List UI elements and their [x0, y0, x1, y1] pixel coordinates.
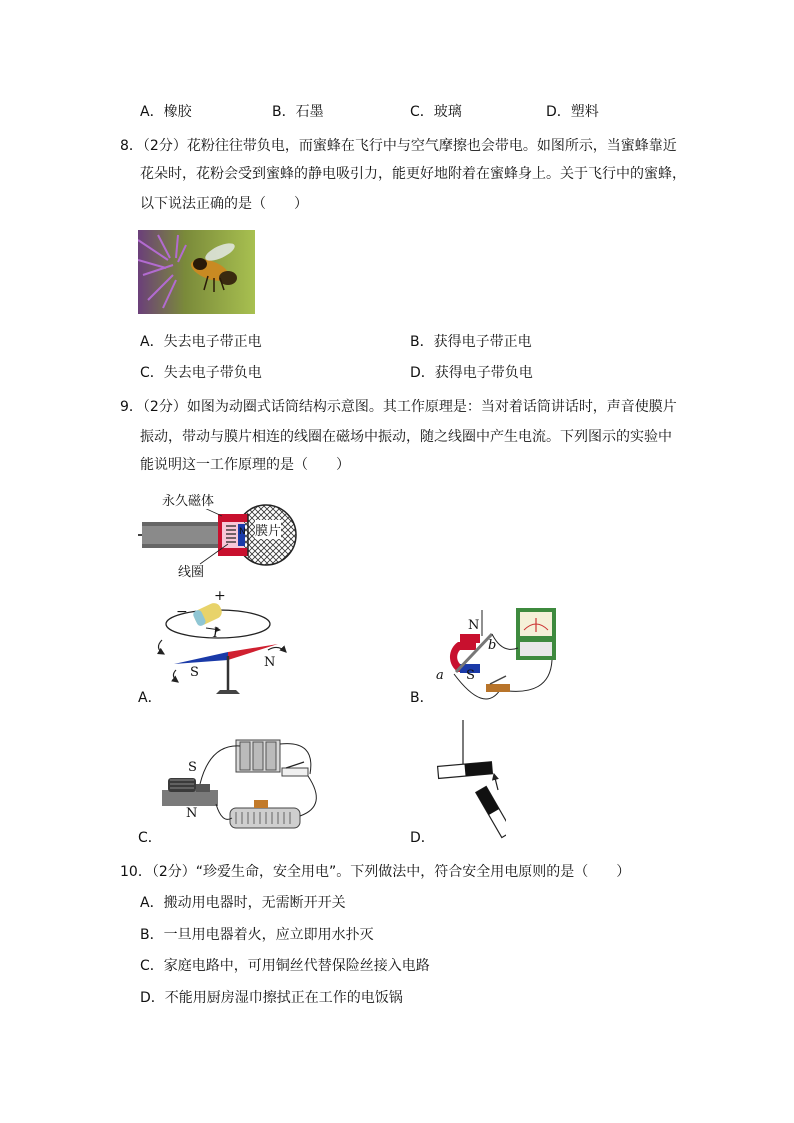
q8-stem-line3: 以下说法正确的是（ ）: [140, 196, 308, 212]
q10-option-d: D．不能用厨房湿巾擦拭正在工作的电饭锅: [140, 990, 403, 1006]
q8-option-d: D．获得电子带负电: [410, 365, 533, 381]
q9-option-d-letter: D．: [410, 830, 435, 846]
q10-option-b: B．一旦用电器着火，应立即用水扑灭: [140, 927, 374, 943]
q9-stem-line2: 振动，带动与膜片相连的线圈在磁场中振动，随之线圈中产生电流。下列图示的实验中: [140, 429, 672, 445]
opt-c-n: N: [186, 806, 198, 821]
q10-stem-line1: 10．（2分）“珍爱生命，安全用电”。下列做法中，符合安全用电原则的是（ ）: [120, 864, 631, 880]
opt-a-plus: +: [214, 588, 226, 604]
mic-label-n: N: [239, 527, 246, 537]
q7-option-b: B．石墨: [272, 104, 324, 120]
q9-option-c-letter: C．: [138, 830, 162, 846]
opt-a-current: I: [213, 626, 219, 641]
q8-option-c: C．失去电子带负电: [140, 365, 262, 381]
mic-label-diaphragm: 膜片: [255, 520, 281, 539]
opt-b-n: N: [468, 618, 480, 633]
q7-option-c: C．玻璃: [410, 104, 462, 120]
option-b-diagram: [430, 606, 560, 708]
q8-stem-line2: 花朵时，花粉会受到蜜蜂的静电吸引力，能更好地附着在蜜蜂身上。关于飞行中的蜜蜂，: [140, 166, 686, 182]
opt-a-s: S: [190, 665, 199, 680]
opt-b-s: S: [466, 668, 475, 683]
q9-stem-line1: 9．（2分）如图为动圈式话筒结构示意图。其工作原理是：当对着话筒讲话时，声音使膜片: [120, 399, 677, 415]
q9-option-b-letter: B．: [410, 690, 434, 706]
q7-option-a: A．橡胶: [140, 104, 192, 120]
q9-stem-line3: 能说明这一工作原理的是（ ）: [140, 457, 350, 473]
mic-label-coil: 线圈: [178, 565, 205, 580]
q7-option-d: D．塑料: [546, 104, 599, 120]
bee-flower-photo: [138, 230, 255, 314]
opt-b-b: b: [488, 638, 497, 653]
option-d-diagram: [436, 718, 506, 840]
q8-option-a: A．失去电子带正电: [140, 334, 262, 350]
q8-option-b: B．获得电子带正电: [410, 334, 532, 350]
mic-label-magnet: 永久磁体: [162, 490, 214, 509]
q10-option-c: C．家庭电路中，可用铜丝代替保险丝接入电路: [140, 958, 430, 974]
opt-c-s: S: [188, 760, 197, 775]
opt-b-a: a: [436, 668, 444, 683]
q8-stem-line1: 8．（2分）花粉往往带负电，而蜜蜂在飞行中与空气摩擦也会带电。如图所示，当蜜蜂靠近: [120, 138, 677, 154]
q10-option-a: A．搬动用电器时，无需断开开关: [140, 895, 346, 911]
opt-a-minus: −: [176, 604, 188, 620]
opt-a-n: N: [264, 655, 276, 670]
q9-option-a-letter: A．: [138, 690, 162, 706]
